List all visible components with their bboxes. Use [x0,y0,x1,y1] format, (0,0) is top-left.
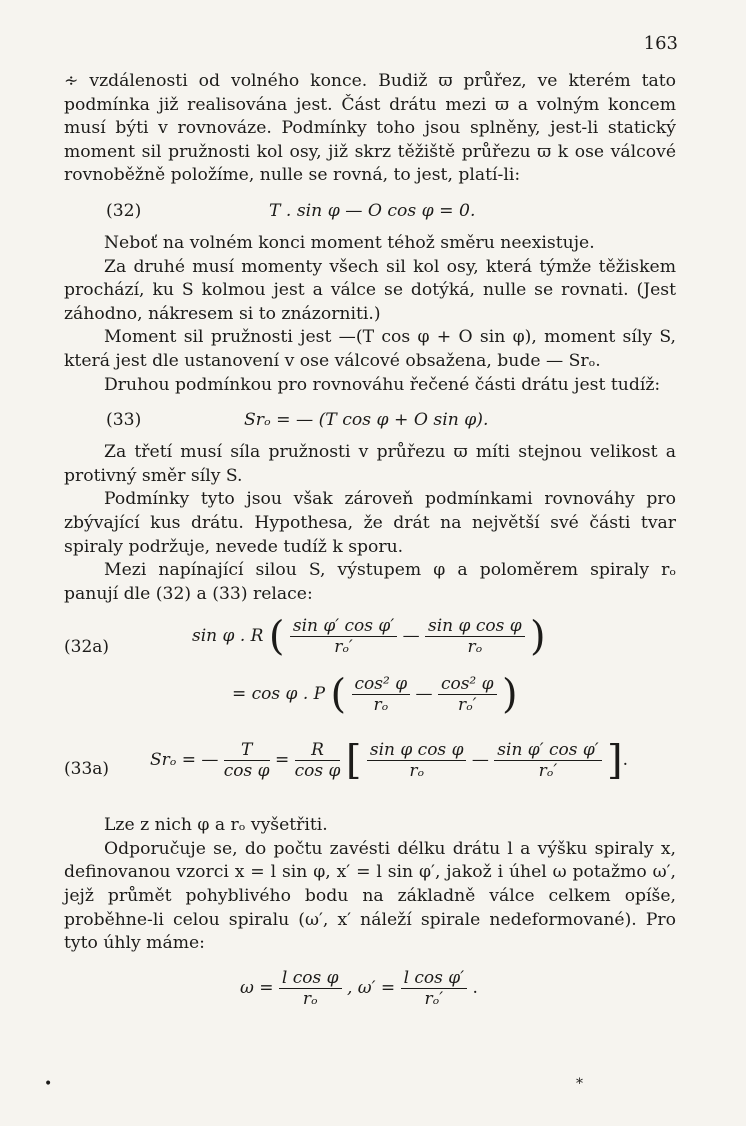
fraction: $\frac{\text{sin φ cos φ}}{\text{rₒ}}$ [367,740,467,781]
paragraph-4: Moment sil pružnosti jest —(T cos φ + O sin φ), moment síly S, která jest dle ustanovení v ose válcové obsažena, bude — Srₒ. [64,327,676,371]
equation-32a-line-1: sin φ . R ( $\frac{\text{sin φ′ cos φ′}}{\text{rₒ′}}$ — $\frac{\text{sin φ cos φ}}{\text{rₒ}}$ ) [192,613,546,660]
equation-33 [64,403,676,437]
equation-32a-line-2: = cos φ . P ( $\frac{\text{cos² φ}}{\text{rₒ}}$ — $\frac{\text{cos² φ}}{\text{rₒ′}}$ ) [232,671,518,718]
paragraph-10: Odporučuje se, do počtu zavésti délku drátu l a výšku spiraly x, definovanou vzorci x = l sin φ, x′ = l sin φ′, jakož i úhel ω potažmo ω′, jejž průmět pohyblivého bodu na základně válce celkem opíše, proběhne-li celou spiralu (ω′, x′ náleží spirale nedeformované). Pro tyto úhly máme: [64,838,676,954]
equation-33a-body: Srₒ = — $\frac{T}{\text{cos φ}}$ = $\frac{R}{\text{cos φ}}$ [ $\frac{\text{sin φ cos φ}}{\text{rₒ}}$ — $\frac{\text{sin φ′ cos φ′}}{\text{rₒ′}}$ ]. [150,737,629,784]
paragraph-6: Za třetí musí síla pružnosti v průřezu ϖ míti stejnou velikost a protivný směr síly S. [64,442,676,486]
equation-number: (32) [106,200,142,221]
fraction: $\frac{\text{sin φ cos φ}}{\text{rₒ}}$ [425,616,525,657]
fraction: $\frac{R}{\text{cos φ}}$ [294,740,341,782]
fraction: $\frac{\text{l cos φ′}}{\text{rₒ′}}$ [401,968,468,1009]
paragraph-8: Mezi napínající silou S, výstupem φ a poloměrem spiraly rₒ panují dle (32) a (33) relace: [64,560,676,604]
paragraph-9: Lze z nich φ a rₒ vyšetřiti. [104,815,328,836]
equation-32a [64,613,676,734]
fraction: $\frac{T}{\text{cos φ}}$ [223,740,270,782]
equation-33a [64,737,676,800]
footer-asterisk-mark: * [576,1076,583,1092]
footer-bullet-mark: • [44,1076,53,1092]
fraction: $\frac{\text{cos² φ}}{\text{rₒ}}$ [352,674,411,715]
page-number: 163 [643,33,678,54]
equation-omega-body: ω = $\frac{\text{l cos φ}}{\text{rₒ}}$ , ω′ = $\frac{\text{l cos φ′}}{\text{rₒ′}}$ . [240,967,478,1009]
paragraph-7: Podmínky tyto jsou však zároveň podmínkami rovnováhy pro zbývající kus drátu. Hypothesa, že drát na největší své části tvar spiraly podržuje, nevede tudíž k sporu. [64,489,676,557]
fraction: $\frac{\text{sin φ′ cos φ′}}{\text{rₒ′}}$ [494,740,601,781]
equation-number: (33a) [64,759,110,780]
paragraph-1: ∻ vzdálenosti od volného konce. Budiž ϖ průřez, ve kterém tato podmínka již realisována jest. Část drátu mezi ϖ a volným koncem musí býti v rovnováze. Podmínky toho jsou splněny, jest-li statický moment sil pružnosti kol osy, již skrz těžiště průřezu ϖ k ose válcové rovnoběžně položíme, nulle se rovná, to jest, platí-li: [64,71,676,186]
paragraph-5: Druhou podmínkou pro rovnováhu řečené části drátu jest tudíž: [104,374,661,395]
paragraph-3: Za druhé musí momenty všech sil kol osy, která týmže těžiskem prochází, ku S kolmou jest a válce se dotýká, nulle se rovnati. (Jest záhodno, nákresem si to znázorniti.) [64,256,676,324]
equation-body: T . sin φ — O cos φ = 0. [269,200,476,221]
fraction: $\frac{\text{sin φ′ cos φ′}}{\text{rₒ′}}$ [290,616,397,657]
fraction: $\frac{\text{l cos φ}}{\text{rₒ}}$ [279,968,342,1009]
equation-omega [64,968,676,1024]
equation-body: Srₒ = — (T cos φ + O sin φ). [244,410,489,431]
paragraph-2: Neboť na volném konci moment téhož směru neexistuje. [104,232,595,253]
equation-number: (33) [106,410,142,431]
equation-number: (32a) [64,637,110,658]
body-text [64,70,676,1024]
fraction: $\frac{\text{cos² φ}}{\text{rₒ′}}$ [438,674,497,715]
equation-32 [64,194,676,228]
